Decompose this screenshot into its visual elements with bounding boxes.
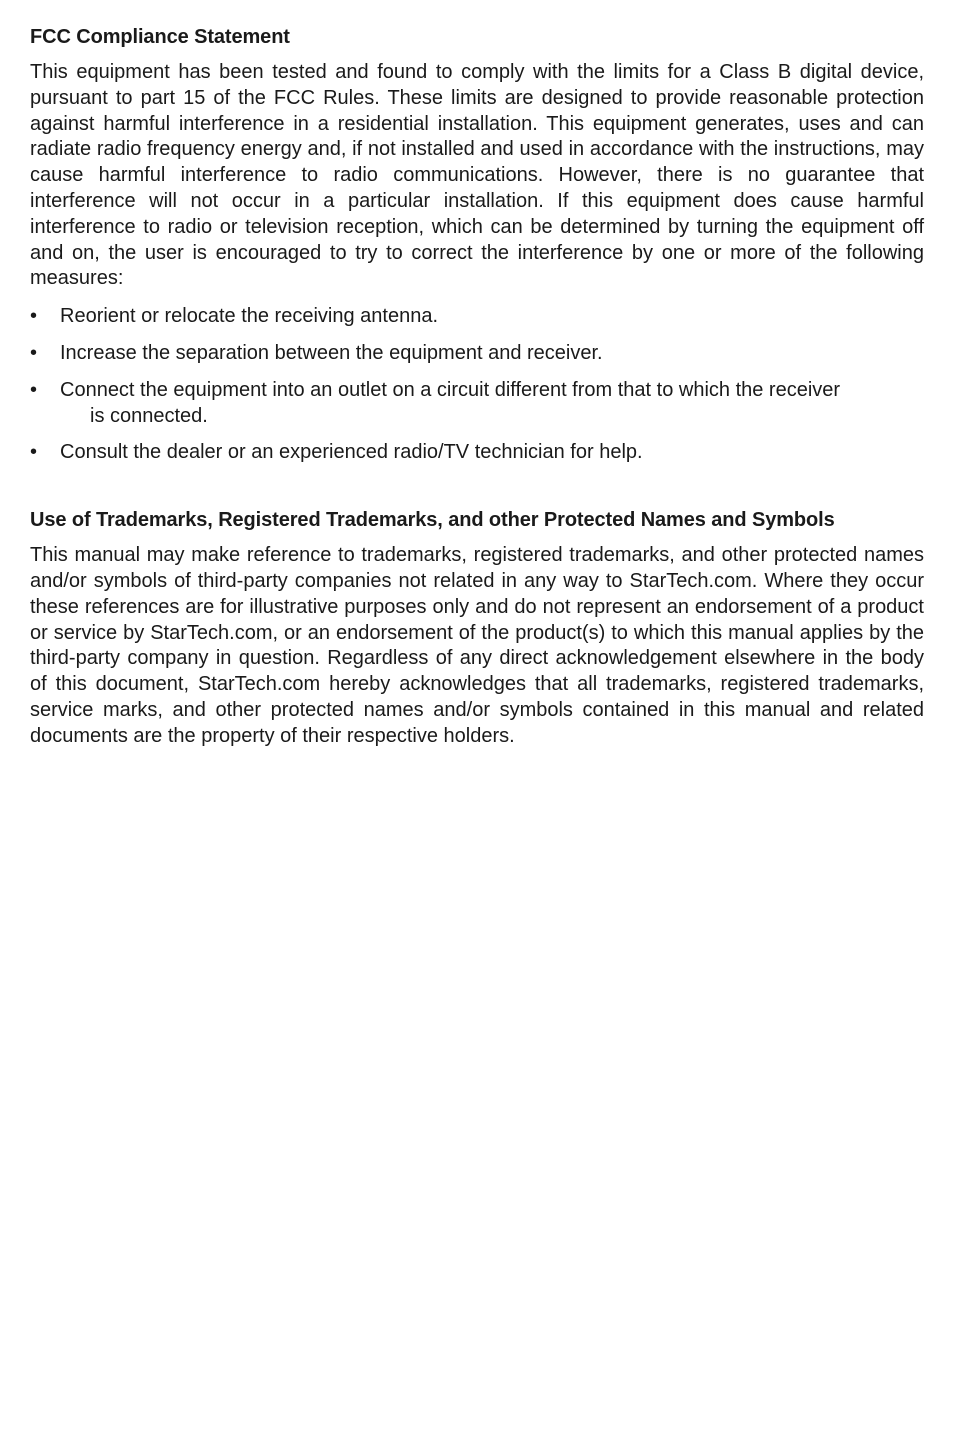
trademarks-section-title: Use of Trademarks, Registered Trademarks, and other Protected Names and Symbols xyxy=(30,509,835,532)
list-item xyxy=(30,440,924,466)
measure-text: Reorient or relocate the receiving antenna. xyxy=(60,305,439,328)
list-item xyxy=(30,304,924,330)
fcc-section-title: FCC Compliance Statement xyxy=(30,26,290,48)
measure-text: Connect the equipment into an outlet on a circuit different from that to which the receiver xyxy=(60,378,841,401)
list-item xyxy=(30,341,924,367)
bullet-icon: • xyxy=(30,441,38,464)
document-page xyxy=(30,24,924,750)
trademarks-paragraph: This manual may make reference to trademarks, registered trademarks, and other protected names and/or symbols of third-party companies not related in any way to StarTech.com. Where they occur these references are for illustrative purposes only and do not represent an endorsement of a product or service by StarTech.com, or an endorsement of the product(s) to which this manual applies by the third-party company in question. Regardless of any direct acknowledgement elsewhere in the body of this document, StarTech.com hereby acknowledges that all trademarks, registered trademarks, service marks, and other protected names and/or symbols contained in this manual and related documents are the property of their respective holders. xyxy=(30,544,924,747)
list-item xyxy=(30,378,924,430)
trademarks-section xyxy=(30,507,924,749)
bullet-icon: • xyxy=(30,378,38,401)
bullet-icon: • xyxy=(30,341,38,364)
bullet-icon: • xyxy=(30,305,38,328)
fcc-section xyxy=(30,24,924,466)
measure-text: Consult the dealer or an experienced radio/TV technician for help. xyxy=(60,441,643,464)
measure-text: Increase the separation between the equipment and receiver. xyxy=(60,341,603,364)
measure-text-continuation: is connected. xyxy=(90,404,208,427)
fcc-paragraph: This equipment has been tested and found to comply with the limits for a Class B digital device, pursuant to part 15 of the FCC Rules. These limits are designed to provide reasonable protection against harmful interference in a residential installation. This equipment generates, uses and can radiate radio frequency energy and, if not installed and used in accordance with the instructions, may cause harmful interference to radio communications. However, there is no guarantee that interference will not occur in a particular installation. If this equipment does cause harmful interference to radio or television reception, which can be determined by turning the equipment off and on, the user is encouraged to try to correct the interference by one or more of the following measures: xyxy=(30,61,924,290)
fcc-measures-list xyxy=(30,304,924,466)
